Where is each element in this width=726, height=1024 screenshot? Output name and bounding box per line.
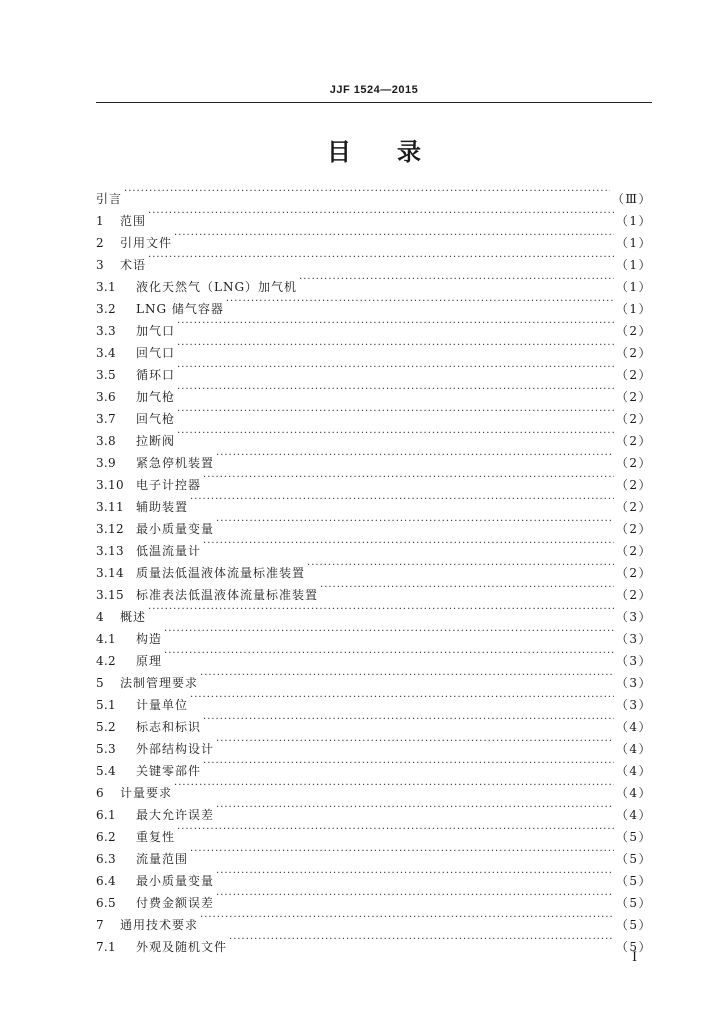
toc-entry-number: 6.5 [96,896,116,910]
toc-entry-title: 低温流量计 [136,544,202,558]
toc-entry[interactable] [96,379,652,404]
toc-entry[interactable] [96,181,652,206]
toc-entry-title: 最大允许误差 [136,808,215,822]
toc-entry[interactable] [96,313,652,338]
toc-entry-page: （1） [615,280,652,294]
toc-entry-page: （1） [615,258,652,272]
toc-entry-page: （4） [615,742,652,756]
toc-entry-number: 6.3 [96,852,116,866]
toc-entry-title: 计量单位 [136,698,189,712]
toc-dot-leader [177,335,614,357]
toc-entry-number: 6 [96,786,104,800]
toc-dot-leader [226,291,614,313]
toc-entry[interactable] [96,423,652,448]
title-char-1: 目 [327,138,351,166]
toc-entry-title: 引言 [96,192,123,206]
toc-entry-number: 3.14 [96,566,124,580]
toc-dot-leader [203,533,614,555]
toc-entry[interactable] [96,819,652,844]
toc-entry-page: （2） [615,390,652,404]
toc-entry-page: （2） [615,566,652,580]
toc-entry-page: （5） [615,896,652,910]
toc-entry-number: 3.7 [96,412,116,426]
toc-dot-leader [203,753,614,775]
toc-entry-page: （1） [615,236,652,250]
toc-dot-leader [164,621,614,643]
toc-entry-page: （2） [615,412,652,426]
toc-entry-number: 3.3 [96,324,116,338]
toc-entry-number: 3.13 [96,544,124,558]
toc-entry-number: 5.2 [96,720,116,734]
toc-entry-page: （3） [615,676,652,690]
toc-entry-title: 标准表法低温液体流量标准装置 [136,588,319,602]
toc-entry-page: （2） [615,588,652,602]
toc-entry[interactable] [96,643,652,668]
toc-entry-title: 法制管理要求 [120,676,199,690]
toc-entry-title: LNG 储气容器 [136,302,224,316]
toc-dot-leader [148,599,614,621]
toc-dot-leader [177,401,614,423]
toc-entry-title: 付费金额误差 [136,896,215,910]
toc-entry-title: 关键零部件 [136,764,202,778]
toc-dot-leader [200,907,614,929]
toc-dot-leader [124,181,610,203]
toc-dot-leader [216,885,614,907]
toc-entry-page: （Ⅲ） [611,192,652,206]
toc-entry-number: 3.4 [96,346,116,360]
toc-entry-page: （1） [615,214,652,228]
toc-entry-title: 辅助装置 [136,500,189,514]
toc-entry-number: 3.12 [96,522,124,536]
toc-entry-number: 7.1 [96,940,116,954]
toc-entry-page: （2） [615,522,652,536]
toc-dot-leader [229,929,614,951]
toc-entry[interactable] [96,797,652,822]
toc-entry-page: （3） [615,698,652,712]
toc-entry[interactable] [96,247,652,272]
toc-entry-title: 紧急停机装置 [136,456,215,470]
toc-dot-leader [164,643,614,665]
toc-entry-title: 重复性 [136,830,176,844]
toc-entry-number: 5 [96,676,104,690]
toc-dot-leader [216,863,614,885]
toc-entry-number: 4.2 [96,654,116,668]
toc-dot-leader [174,775,614,797]
toc-dot-leader [190,489,614,511]
toc-entry-title: 加气口 [136,324,176,338]
page-number: Ⅰ [632,950,638,965]
toc-entry-page: （3） [615,632,652,646]
toc-entry-title: 液化天然气（LNG）加气机 [136,280,298,294]
toc-entry-page: （2） [615,324,652,338]
toc-entry-title: 外部结构设计 [136,742,215,756]
toc-entry-number: 3.15 [96,588,124,602]
toc-entry-title: 通用技术要求 [120,918,199,932]
toc-entry-page: （4） [615,720,652,734]
toc-dot-leader [216,731,614,753]
toc-dot-leader [307,555,614,577]
toc-entry-number: 3.9 [96,456,116,470]
toc-entry-title: 外观及随机文件 [136,940,228,954]
toc-entry-page: （4） [615,808,652,822]
toc-entry[interactable] [96,665,652,690]
toc-entry-title: 最小质量变量 [136,522,215,536]
toc-dot-leader [190,841,614,863]
toc-entry-number: 3.2 [96,302,116,316]
toc-entry[interactable] [96,621,652,646]
toc-entry[interactable] [96,445,652,470]
title-char-2: 录 [397,138,421,166]
toc-entry-page: （5） [615,918,652,932]
toc-entry-title: 构造 [136,632,163,646]
toc-entry-page: （1） [615,302,652,316]
toc-entry-number: 2 [96,236,104,250]
toc-entry-number: 1 [96,214,104,228]
toc-entry-number: 3 [96,258,104,272]
toc-entry-page: （2） [615,346,652,360]
toc-dot-leader [203,709,614,731]
toc-entry-title: 电子计控器 [136,478,202,492]
toc-entry-page: （3） [615,610,652,624]
toc-entry-number: 6.2 [96,830,116,844]
toc-dot-leader [216,445,614,467]
toc-entry-page: （3） [615,654,652,668]
toc-entry-number: 4 [96,610,104,624]
toc-dot-leader [216,511,614,533]
toc-entry-title: 加气枪 [136,390,176,404]
toc-dot-leader [177,423,614,445]
toc-entry-title: 概述 [120,610,147,624]
toc-entry-page: （2） [615,500,652,514]
toc-entry-title: 引用文件 [120,236,173,250]
toc-entry-title: 最小质量变量 [136,874,215,888]
toc-entry-number: 5.3 [96,742,116,756]
toc-entry-page: （5） [615,874,652,888]
toc-entry-title: 术语 [120,258,147,272]
toc-entry-number: 5.4 [96,764,116,778]
toc-entry-page: （5） [615,940,652,954]
toc-dot-leader [177,357,614,379]
toc-dot-leader [148,203,614,225]
toc-entry[interactable] [96,401,652,426]
toc-entry-page: （2） [615,368,652,382]
toc-entry[interactable] [96,335,652,360]
toc-entry-page: （2） [615,434,652,448]
toc-dot-leader [177,313,614,335]
toc-entry-number: 3.6 [96,390,116,404]
toc-entry-title: 循环口 [136,368,176,382]
toc-entry-page: （4） [615,764,652,778]
toc-entry-title: 回气口 [136,346,176,360]
toc-entry-number: 3.5 [96,368,116,382]
toc-dot-leader [216,797,614,819]
toc-entry-page: （5） [615,852,652,866]
toc-entry[interactable] [96,599,652,624]
toc-entry-page: （2） [615,544,652,558]
toc-entry-title: 原理 [136,654,163,668]
toc-entry-number: 4.1 [96,632,116,646]
toc-dot-leader [190,687,614,709]
toc-entry[interactable] [96,269,652,294]
toc-entry[interactable] [96,203,652,228]
toc-entry[interactable] [96,841,652,866]
toc-entry-number: 3.1 [96,280,116,294]
toc-entry[interactable] [96,775,652,800]
toc-entry-title: 计量要求 [120,786,173,800]
toc-dot-leader [299,269,614,291]
toc-entry[interactable] [96,357,652,382]
toc-entry-number: 6.1 [96,808,116,822]
toc-dot-leader [177,379,614,401]
toc-entry[interactable] [96,225,652,250]
toc-entry-number: 3.8 [96,434,116,448]
toc-entry-number: 5.1 [96,698,116,712]
toc-dot-leader [148,247,614,269]
table-of-contents [96,181,652,954]
toc-entry-page: （4） [615,786,652,800]
toc-dot-leader [177,819,614,841]
document-header-code: JJF 1524—2015 [329,84,419,96]
toc-entry-title: 回气枪 [136,412,176,426]
toc-entry-number: 6.4 [96,874,116,888]
toc-entry-title: 标志和标识 [136,720,202,734]
toc-dot-leader [320,577,614,599]
toc-entry-number: 3.11 [96,500,124,514]
toc-dot-leader [203,467,614,489]
toc-entry-page: （5） [615,830,652,844]
toc-entry-title: 质量法低温液体流量标准装置 [136,566,306,580]
toc-entry-number: 7 [96,918,104,932]
toc-entry-page: （2） [615,456,652,470]
toc-entry-title: 范围 [120,214,147,228]
header-divider [96,102,652,103]
toc-entry-title: 拉断阀 [136,434,176,448]
toc-dot-leader [174,225,614,247]
toc-entry-page: （2） [615,478,652,492]
toc-dot-leader [200,665,614,687]
toc-entry-title: 流量范围 [136,852,189,866]
page-title [96,132,652,167]
toc-entry-number: 3.10 [96,478,124,492]
